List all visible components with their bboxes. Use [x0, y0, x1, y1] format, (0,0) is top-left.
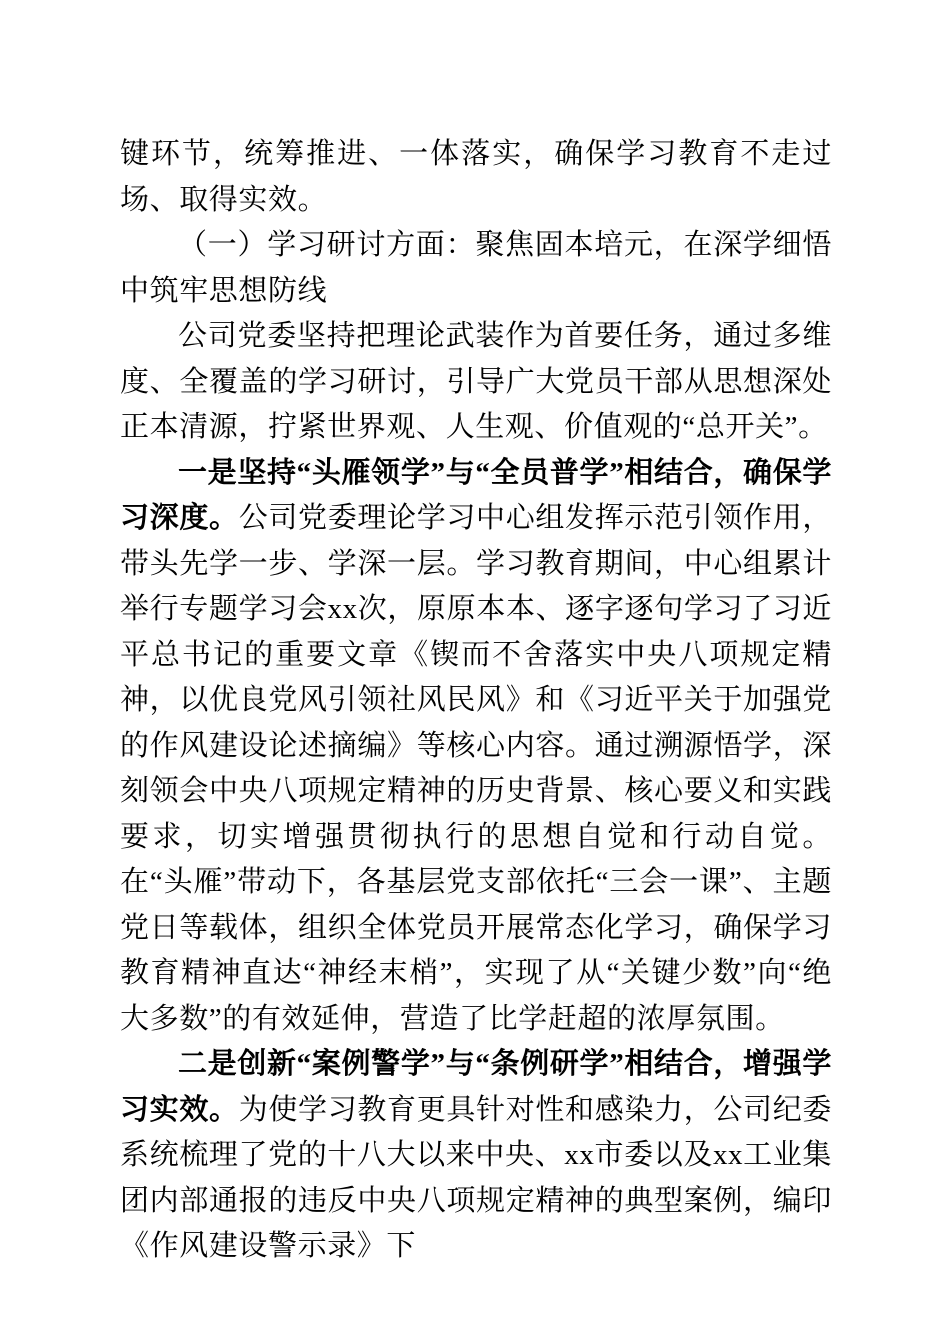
- text-run: 为使学习教育更具针对性和感染力，公司纪委系统梳理了党的十八大以来中央、xx市委以及xx工业集团内部通报的违反中央八项规定精神的典型案例，编印《作风建设警示录》下: [120, 1093, 832, 1262]
- text-run: 公司党委理论学习中心组发挥示范引领作用，带头先学一步、学深一层。学习教育期间，中心组累计举行专题学习会xx次，原原本本、逐字逐句学习了习近平总书记的重要文章《锲而不舍落实中央八项规定精神，以优良党风引领社风民风》和《习近平关于加强党的作风建设论述摘编》等核心内容。通过溯源悟学，深刻领会中央八项规定精神的历史背景、核心要义和实践要求，切实增强贯彻执行的思想自觉和行动自觉。在“头雁”带动下，各基层党支部依托“三会一课”、主题党日等载体，组织全体党员开展常态化学习，确保学习教育精神直达“神经末梢”，实现了从“关键少数”向“绝大多数”的有效延伸，营造了比学赶超的浓厚氛围。: [120, 502, 832, 1035]
- paragraph: [120, 314, 832, 451]
- text-run: 键环节，统筹推进、一体落实，确保学习教育不走过场、取得实效。: [120, 138, 832, 216]
- paragraph: [120, 451, 832, 1043]
- text-run: （一）学习研讨方面：聚焦固本培元，在深学细悟中筑牢思想防线: [120, 229, 832, 307]
- paragraph: [120, 1042, 832, 1270]
- paragraph: [120, 132, 832, 223]
- bold-lead-text: 一是坚持“头雁领学”与“全员普学”相结合，确保学习深度。: [120, 456, 832, 534]
- bold-lead-text: 二是创新“案例警学”与“条例研学”相结合，增强学习实效。: [120, 1048, 832, 1126]
- section-heading: [120, 223, 832, 314]
- document-body: [120, 132, 832, 1270]
- text-run: 公司党委坚持把理论武装作为首要任务，通过多维度、全覆盖的学习研讨，引导广大党员干部从思想深处正本清源，拧紧世界观、人生观、价值观的“总开关”。: [120, 320, 832, 443]
